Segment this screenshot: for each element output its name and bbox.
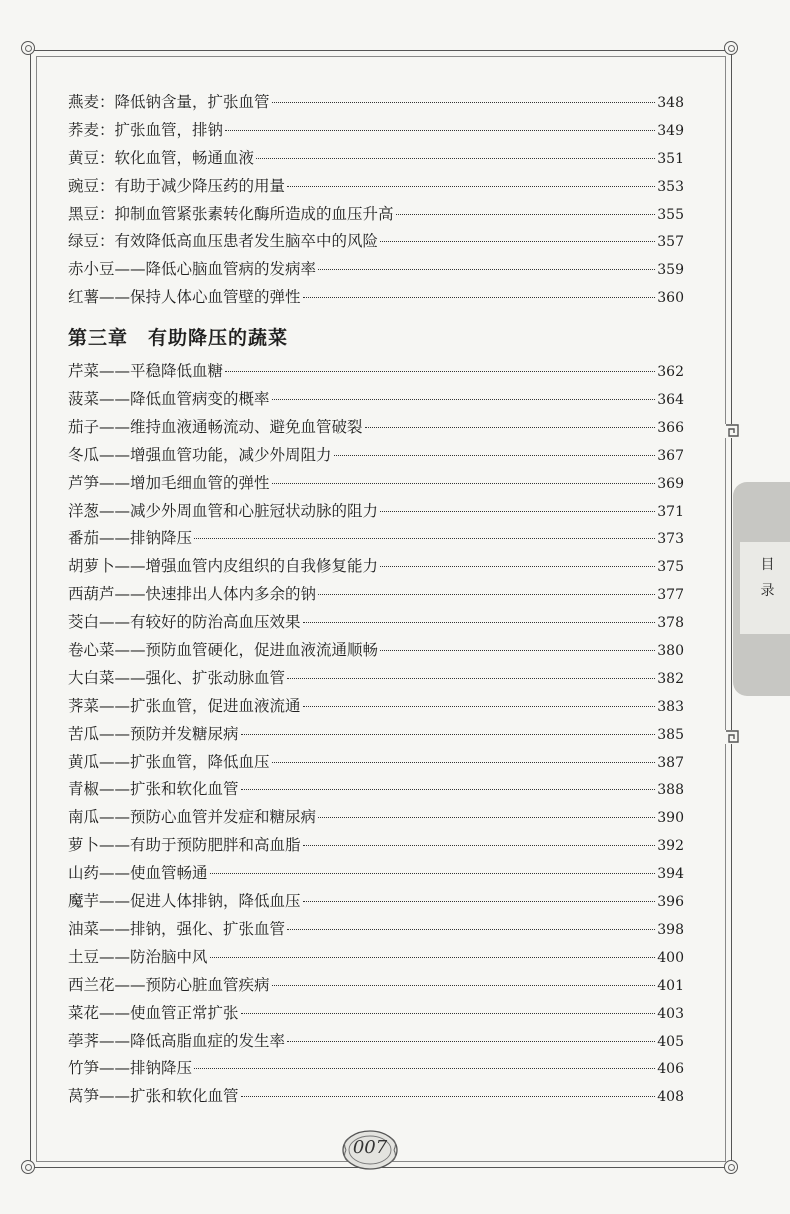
dot-leader (365, 427, 656, 428)
toc-entry[interactable] (68, 1028, 684, 1056)
toc-entry-title: 绿豆：有效降低高血压患者发生脑卒中的风险 (68, 232, 379, 251)
toc-entry-title: 胡萝卜——增强血管内皮组织的自我修复能力 (68, 557, 379, 576)
chapter-heading: 第三章 有助降压的蔬菜 (68, 327, 289, 350)
dot-leader (225, 371, 655, 372)
toc-entry[interactable] (68, 832, 684, 860)
toc-entry-page: 394 (657, 866, 684, 883)
toc-entry[interactable] (68, 888, 684, 916)
toc-entry-title: 南瓜——预防心血管并发症和糖尿病 (68, 808, 317, 827)
toc-entry-title: 萝卜——有助于预防肥胖和高血脂 (68, 836, 301, 855)
toc-entry[interactable] (68, 804, 684, 832)
toc-entry[interactable] (68, 145, 684, 173)
toc-entry[interactable] (68, 358, 684, 386)
toc-entry-title: 豌豆：有助于减少降压药的用量 (68, 176, 286, 195)
dot-leader (194, 538, 655, 539)
toc-entry[interactable] (68, 498, 684, 526)
toc-section-top (68, 89, 684, 312)
dot-leader (241, 1096, 656, 1097)
toc-entry-page: 396 (657, 894, 684, 911)
dot-leader (210, 873, 656, 874)
toc-entry-title: 西葫芦——快速排出人体内多余的钠 (68, 585, 317, 604)
toc-entry[interactable] (68, 749, 684, 777)
toc-entry-page: 369 (657, 475, 684, 492)
fret-ornament (724, 424, 740, 438)
corner-ornament-top-right (724, 41, 738, 55)
toc-entry-page: 351 (657, 150, 684, 167)
toc-entry[interactable] (68, 637, 684, 665)
toc-entry-title: 青椒——扩张和软化血管 (68, 780, 239, 799)
toc-entry-title: 油菜——排钠，强化、扩张血管 (68, 919, 286, 938)
toc-entry[interactable] (68, 721, 684, 749)
toc-entry[interactable] (68, 1055, 684, 1083)
toc-entry-title: 芹菜——平稳降低血糖 (68, 362, 224, 381)
toc-entry[interactable] (68, 944, 684, 972)
toc-entry-title: 竹笋——排钠降压 (68, 1059, 193, 1078)
dot-leader (318, 269, 655, 270)
toc-entry-page: 406 (657, 1061, 684, 1078)
toc-entry-page: 400 (657, 949, 684, 966)
side-tab-label-box (740, 542, 790, 634)
dot-leader (380, 241, 655, 242)
corner-ornament-bottom-right (724, 1160, 738, 1174)
dot-leader (210, 957, 656, 958)
toc-entry-title: 赤小豆——降低心脑血管病的发病率 (68, 260, 317, 279)
dot-leader (303, 622, 656, 623)
toc-entry[interactable] (68, 553, 684, 581)
toc-entry[interactable] (68, 414, 684, 442)
toc-entry[interactable] (68, 284, 684, 312)
toc-entry-page: 392 (657, 838, 684, 855)
dot-leader (303, 845, 656, 846)
dot-leader (287, 1041, 655, 1042)
toc-entry-title: 荠菜——扩张血管，促进血液流通 (68, 696, 301, 715)
dot-leader (303, 297, 656, 298)
toc-entry[interactable] (68, 581, 684, 609)
toc-entry-title: 红薯——保持人体心血管壁的弹性 (68, 288, 301, 307)
toc-entry-page: 388 (657, 782, 684, 799)
dot-leader (287, 678, 655, 679)
dot-leader (380, 511, 655, 512)
dot-leader (194, 1068, 655, 1069)
toc-entry-page: 375 (657, 559, 684, 576)
toc-entry-page: 366 (657, 419, 684, 436)
dot-leader (380, 566, 655, 567)
toc-entry-page: 353 (657, 178, 684, 195)
toc-entry[interactable] (68, 525, 684, 553)
dot-leader (303, 901, 656, 902)
toc-entry[interactable] (68, 117, 684, 145)
toc-entry-title: 魔芋——促进人体排钠，降低血压 (68, 892, 301, 911)
toc-entry-page: 364 (657, 392, 684, 409)
side-tab-char-1: 目 (760, 557, 775, 573)
toc-entry-title: 莴笋——扩张和软化血管 (68, 1087, 239, 1106)
toc-entry[interactable] (68, 470, 684, 498)
dot-leader (225, 130, 655, 131)
toc-entry-page: 398 (657, 921, 684, 938)
toc-entry-page: 383 (657, 698, 684, 715)
dot-leader (272, 102, 656, 103)
toc-entry-page: 387 (657, 754, 684, 771)
dot-leader (334, 455, 656, 456)
toc-entry-title: 卷心菜——预防血管硬化，促进血液流通顺畅 (68, 641, 379, 660)
dot-leader (303, 706, 656, 707)
toc-entry-page: 373 (657, 531, 684, 548)
toc-entry[interactable] (68, 776, 684, 804)
toc-entry-page: 380 (657, 643, 684, 660)
dot-leader (272, 483, 656, 484)
toc-entry[interactable] (68, 1000, 684, 1028)
toc-entry-title: 茄子——维持血液通畅流动、避免血管破裂 (68, 417, 363, 436)
toc-entry-title: 洋葱——减少外周血管和心脏冠状动脉的阻力 (68, 501, 379, 520)
toc-entry[interactable] (68, 693, 684, 721)
table-of-contents (68, 89, 684, 1111)
toc-entry-title: 黄豆：软化血管，畅通血液 (68, 148, 255, 167)
toc-entry-page: 401 (657, 977, 684, 994)
toc-entry-page: 360 (657, 290, 684, 307)
toc-entry-page: 355 (657, 206, 684, 223)
toc-entry-title: 菜花——使血管正常扩张 (68, 1003, 239, 1022)
toc-entry-title: 大白菜——强化、扩张动脉血管 (68, 668, 286, 687)
toc-entry-title: 芦笋——增加毛细血管的弹性 (68, 473, 270, 492)
toc-entry-title: 黑豆：抑制血管紧张素转化酶所造成的血压升高 (68, 204, 394, 223)
side-tab[interactable] (733, 482, 790, 696)
toc-section-chapter-3 (68, 358, 684, 1111)
dot-leader (318, 817, 655, 818)
dot-leader (241, 789, 656, 790)
dot-leader (380, 650, 655, 651)
toc-entry[interactable] (68, 386, 684, 414)
toc-entry-page: 348 (657, 95, 684, 111)
toc-entry-title: 番茄——排钠降压 (68, 529, 193, 548)
toc-entry-title: 茭白——有较好的防治高血压效果 (68, 613, 301, 632)
toc-entry-page: 390 (657, 810, 684, 827)
toc-entry-page: 371 (657, 503, 684, 520)
toc-entry[interactable] (68, 201, 684, 229)
toc-entry-title: 荞麦：扩张血管，排钠 (68, 120, 224, 139)
dot-leader (272, 399, 656, 400)
page-number-badge (340, 1128, 400, 1172)
toc-entry-title: 冬瓜——增强血管功能，减少外周阻力 (68, 445, 332, 464)
toc-entry-page: 359 (657, 262, 684, 279)
corner-ornament-bottom-left (21, 1160, 35, 1174)
page-number: 007 (352, 1137, 388, 1158)
dot-leader (256, 158, 655, 159)
dot-leader (396, 214, 656, 215)
toc-entry-page: 403 (657, 1005, 684, 1022)
dot-leader (287, 929, 655, 930)
dot-leader (272, 985, 656, 986)
toc-entry-title: 黄瓜——扩张血管，降低血压 (68, 752, 270, 771)
toc-entry-title: 山药——使血管畅通 (68, 864, 208, 883)
toc-entry-title: 荸荠——降低高脂血症的发生率 (68, 1031, 286, 1050)
side-tab-char-2: 录 (760, 583, 775, 599)
toc-entry-page: 367 (657, 447, 684, 464)
dot-leader (241, 1013, 656, 1014)
toc-entry-title: 土豆——防治脑中风 (68, 947, 208, 966)
toc-entry-title: 菠菜——降低血管病变的概率 (68, 390, 270, 409)
toc-entry-page: 382 (657, 670, 684, 687)
toc-entry-title: 燕麦：降低钠含量，扩张血管 (68, 93, 270, 111)
toc-entry-page: 357 (657, 234, 684, 251)
toc-entry[interactable] (68, 228, 684, 256)
dot-leader (272, 762, 656, 763)
dot-leader (287, 186, 655, 187)
toc-entry-page: 349 (657, 122, 684, 139)
toc-entry-page: 377 (657, 587, 684, 604)
toc-entry[interactable] (68, 665, 684, 693)
toc-entry-page: 385 (657, 726, 684, 743)
toc-entry[interactable] (68, 442, 684, 470)
toc-entry-page: 378 (657, 615, 684, 632)
dot-leader (241, 734, 656, 735)
toc-entry-page: 405 (657, 1033, 684, 1050)
toc-entry-page: 408 (657, 1089, 684, 1106)
toc-entry-title: 苦瓜——预防并发糖尿病 (68, 724, 239, 743)
toc-entry[interactable] (68, 972, 684, 1000)
toc-entry[interactable] (68, 256, 684, 284)
toc-entry[interactable] (68, 89, 684, 117)
corner-ornament-top-left (21, 41, 35, 55)
toc-entry[interactable] (68, 916, 684, 944)
toc-entry[interactable] (68, 1083, 684, 1111)
toc-entry-page: 362 (657, 364, 684, 381)
toc-entry[interactable] (68, 860, 684, 888)
toc-entry[interactable] (68, 173, 684, 201)
toc-entry[interactable] (68, 609, 684, 637)
dot-leader (318, 594, 655, 595)
toc-entry-title: 西兰花——预防心脏血管疾病 (68, 975, 270, 994)
fret-ornament (724, 730, 740, 744)
